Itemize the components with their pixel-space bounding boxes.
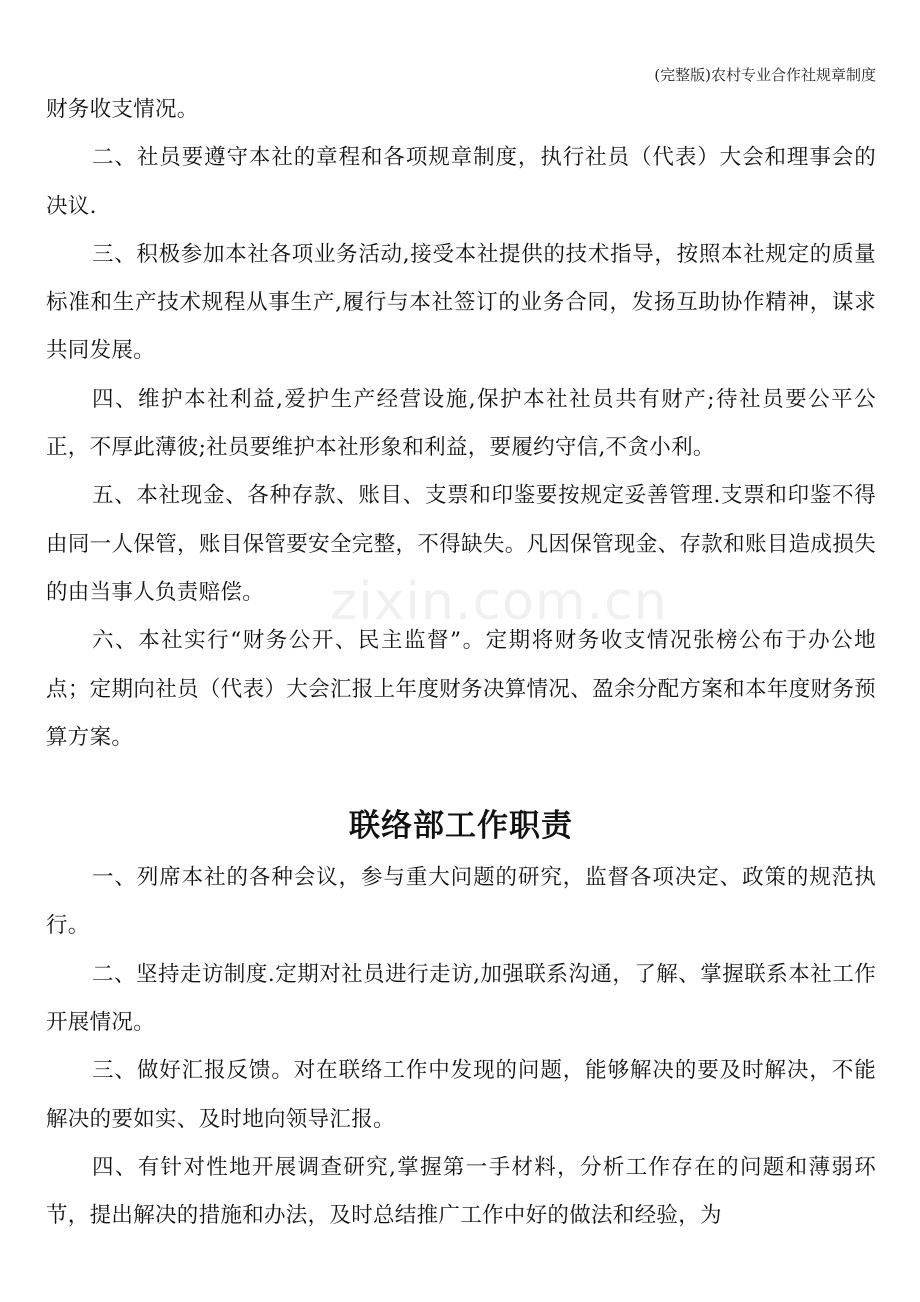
liaison-item-1: 一、列席本社的各种会议，参与重大问题的研究，监督各项决定、政策的规范执行。 (46, 865, 876, 939)
document-body (46, 86, 876, 1241)
liaison-item-2: 二、坚持走访制度.定期对社员进行走访,加强联系沟通，了解、掌握联系本社工作开展情况。 (46, 961, 876, 1036)
paragraph-continuation: 财务收支情况。 (46, 97, 199, 122)
paragraph-item-2: 二、社员要遵守本社的章程和各项规章制度，执行社员（代表）大会和理事会的决议. (46, 145, 876, 219)
paragraph-item-4: 四、维护本社利益,爱护生产经营设施,保护本社社员共有财产;待社员要公平公正，不厚此薄彼;社员要维护本社形象和利益，要履约守信,不贪小利。 (46, 386, 876, 461)
running-header: (完整版)农村专业合作社规章制度 (654, 66, 876, 84)
paragraph-item-5: 五、本社现金、各种存款、账目、支票和印鉴要按规定妥善管理.支票和印鉴不得由同一人保管，账目保管要安全完整，不得缺失。凡因保管现金、存款和账目造成损失的由当事人负责赔偿。 (46, 483, 876, 605)
watermark: zixin.com.cn (330, 572, 668, 632)
section-title: 联络部工作职责 (349, 808, 573, 845)
paragraph-item-6: 六、本社实行“财务公开、民主监督”。定期将财务收支情况张榜公布于办公地点；定期向社员（代表）大会汇报上年度财务决算情况、盈余分配方案和本年度财务预算方案。 (46, 628, 876, 750)
paragraph-item-3: 三、积极参加本社各项业务活动,接受本社提供的技术指导，按照本社规定的质量标准和生产技术规程从事生产,履行与本社签订的业务合同，发扬互助协作精神，谋求共同发展。 (46, 241, 876, 364)
liaison-item-4: 四、有针对性地开展调查研究,掌握第一手材料，分析工作存在的问题和薄弱环节，提出解决的措施和办法，及时总结推广工作中好的做法和经验，为 (46, 1154, 876, 1229)
liaison-item-3: 三、做好汇报反馈。对在联络工作中发现的问题，能够解决的要及时解决，不能解决的要如实、及时地向领导汇报。 (46, 1058, 876, 1132)
